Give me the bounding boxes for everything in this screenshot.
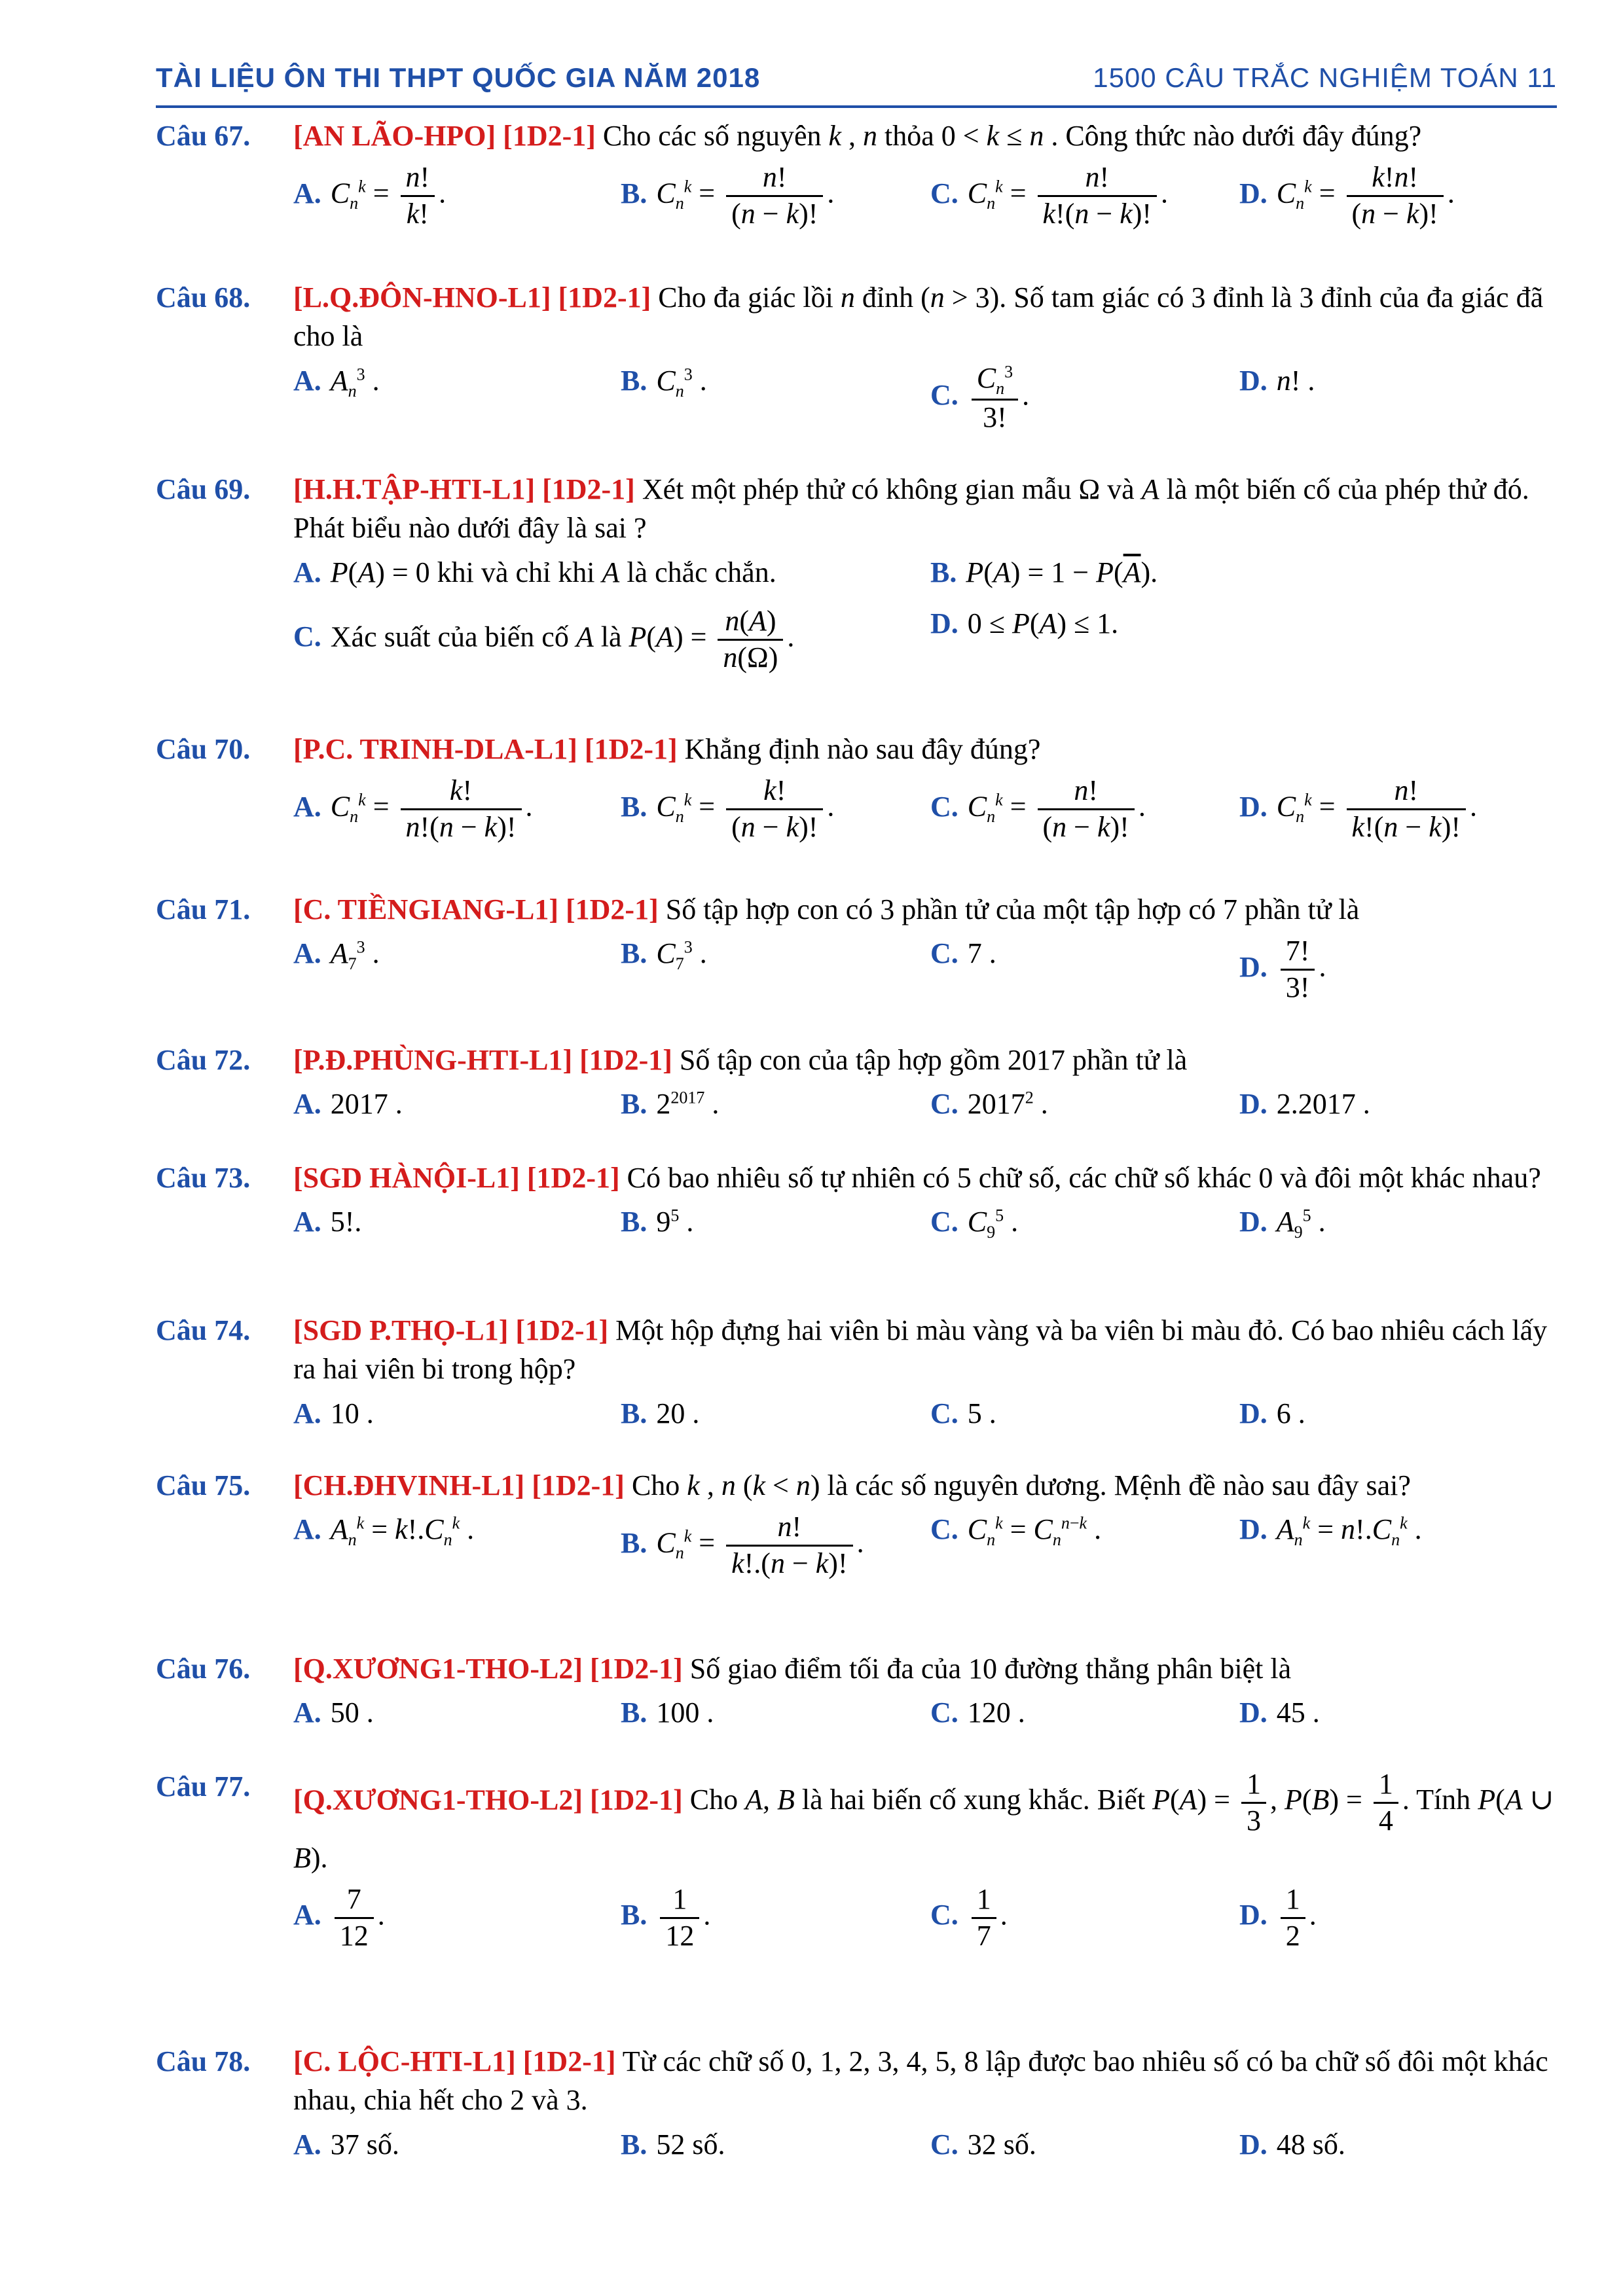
question-source: [P.C. TRINH-DLA-L1] [1D2-1] (293, 733, 678, 765)
option-d[interactable]: D. 48 số. (1239, 2128, 1345, 2161)
option-b[interactable]: B. $C_n^k$ = $\frac{n!}{k!.(n - k)!}$ . (621, 1511, 864, 1580)
question-source: [C. TIỀNGIANG-L1] [1D2-1] (293, 893, 659, 925)
question-text: Số giao điểm tối đa của 10 đường thẳng phân biệt là (689, 1653, 1292, 1685)
answer-options (156, 1510, 1557, 1595)
question-text: Số tập hợp con có 3 phần tử của một tập hợp có 7 phần tử là (665, 893, 1360, 925)
question-number: Câu 74. (156, 1314, 251, 1346)
option-b[interactable]: B. $9^5$ . (621, 1206, 694, 1238)
option-b[interactable]: B. $2^{2017}$ . (621, 1088, 720, 1121)
question-67 (156, 117, 1557, 245)
question-text: Có bao nhiêu số tự nhiên có 5 chữ số, các chữ số khác 0 và đôi một khác nhau? (627, 1162, 1541, 1194)
option-c[interactable]: C. $C_9^5$ . (930, 1206, 1019, 1242)
option-c[interactable]: C. 120 . (930, 1696, 1025, 1729)
question-source: [L.Q.ĐÔN-HNO-L1] [1D2-1] (293, 281, 651, 314)
option-d[interactable]: D. 45 . (1239, 1696, 1320, 1729)
question-text: Xét một phép thử có không gian mẫu Ω và A là một biến cố của phép thử đó. Phát biểu nào dưới đây là sai ? (293, 473, 1529, 545)
option-a[interactable]: A. 5!. (293, 1206, 362, 1238)
question-number: Câu 77. (156, 1770, 251, 1803)
question-number: Câu 70. (156, 733, 251, 765)
question-text: Cho k , n (k < n) là các số nguyên dương. Mệnh đề nào sau đây sai? (631, 1469, 1411, 1501)
header-series: 1500 CÂU TRẮC NGHIỆM TOÁN 11 (1093, 62, 1557, 93)
option-d[interactable]: D. n! . (1239, 364, 1315, 397)
answer-options (156, 774, 1557, 859)
option-a[interactable]: A. 37 số. (293, 2128, 399, 2161)
question-69 (156, 470, 1557, 689)
question-text: Cho A, B là hai biến cố xung khắc. Biết P(A) = $\frac{1}{3}$ , P(B) = $\frac{1}{4}$ . Tính P(A ∪ B). (293, 1768, 1554, 1874)
answer-options (156, 934, 1557, 1019)
question-text: Cho đa giác lồi n đỉnh (n > 3). Số tam giác có 3 đỉnh là 3 đỉnh của đa giác đã cho là (293, 281, 1544, 353)
question-source: [AN LÃO-HPO] [1D2-1] (293, 120, 596, 152)
question-76 (156, 1649, 1557, 1739)
option-c[interactable]: C. $C_n^k = C_n^{n-k}$ . (930, 1513, 1102, 1550)
question-72 (156, 1041, 1557, 1130)
option-a[interactable]: A. P(A) = 0 khi và chỉ khi A là chắc chắn. (293, 556, 776, 588)
question-text: Từ các chữ số 0, 1, 2, 3, 4, 5, 8 lập được bao nhiêu số có ba chữ số đôi một khác nhau, chia hết cho 2 và 3. (293, 2045, 1548, 2117)
question-source: [H.H.TẬP-HTI-L1] [1D2-1] (293, 473, 635, 505)
question-text: Số tập con của tập hợp gồm 2017 phần tử là (679, 1044, 1188, 1076)
option-a[interactable]: A. $A_7^3$ . (293, 937, 380, 974)
question-source: [SGD HÀNỘI-L1] [1D2-1] (293, 1162, 620, 1194)
answer-options (156, 361, 1557, 446)
option-b[interactable]: B. $C_n^k$ = $\frac{k!}{(n - k)!}$ . (621, 774, 835, 844)
answer-options (156, 1202, 1557, 1248)
question-75 (156, 1466, 1557, 1595)
option-a[interactable]: A. $C_n^k$ = $\frac{n!}{k!}$ . (293, 161, 447, 230)
option-a[interactable]: A. 2017 . (293, 1088, 403, 1121)
option-c[interactable]: C. $C_n^k$ = $\frac{n!}{(n - k)!}$ . (930, 774, 1146, 844)
question-number: Câu 72. (156, 1044, 251, 1076)
question-77 (156, 1767, 1557, 1967)
option-b[interactable]: B. $P(A) = 1 - P(\overline{A})$. (930, 556, 1158, 588)
question-source: [P.Đ.PHÙNG-HTI-L1] [1D2-1] (293, 1044, 672, 1076)
question-number: Câu 78. (156, 2045, 251, 2077)
option-b[interactable]: B. 100 . (621, 1696, 714, 1729)
option-b[interactable]: B. 20 . (621, 1397, 700, 1429)
answer-options (156, 160, 1557, 245)
answer-options-row2 (156, 604, 1557, 689)
option-c[interactable]: C. 2017$^2$ . (930, 1088, 1048, 1121)
option-c[interactable]: C. $\frac{C_n^3}{3!}$ . (930, 361, 1030, 433)
option-c[interactable]: C. 32 số. (930, 2128, 1036, 2161)
question-text: Khẳng định nào sau đây đúng? (684, 733, 1041, 765)
question-number: Câu 69. (156, 473, 251, 505)
question-number: Câu 75. (156, 1469, 251, 1501)
option-a[interactable]: A. $A_n^3$ . (293, 364, 380, 401)
answer-options (156, 1085, 1557, 1130)
option-d[interactable]: D. $C_n^k$ = $\frac{n!}{k!(n - k)!}$ . (1239, 774, 1478, 844)
option-d[interactable]: D. $\frac{1}{2}$ . (1239, 1882, 1317, 1952)
question-70 (156, 730, 1557, 859)
question-number: Câu 71. (156, 893, 251, 925)
option-d[interactable]: D. $\frac{7!}{3!}$ . (1239, 935, 1326, 1004)
option-a[interactable]: A. $A_n^k = k!.C_n^k$ . (293, 1513, 475, 1550)
question-78 (156, 2042, 1557, 2171)
option-b[interactable]: B. $C_n^3$ . (621, 364, 707, 401)
question-source: [Q.XƯƠNG1-THO-L2] [1D2-1] (293, 1784, 683, 1816)
option-c[interactable]: C. $C_n^k$ = $\frac{n!}{k!(n - k)!}$ . (930, 161, 1169, 230)
answer-options (156, 1882, 1557, 1967)
header-divider (156, 105, 1557, 108)
option-d[interactable]: D. 2.2017 . (1239, 1088, 1370, 1121)
question-text: Một hộp đựng hai viên bi màu vàng và ba viên bi màu đỏ. Có bao nhiêu cách lấy ra hai viên bi trong hộp? (293, 1314, 1548, 1386)
page-header (156, 62, 1557, 115)
question-number: Câu 67. (156, 120, 251, 152)
option-d[interactable]: D. 6 . (1239, 1397, 1305, 1429)
option-d[interactable]: D. 0 ≤ P(A) ≤ 1. (930, 607, 1119, 639)
answer-options (156, 553, 1557, 599)
option-a[interactable]: A. $\frac{7}{12}$ . (293, 1882, 385, 1952)
option-b[interactable]: B. $\frac{1}{12}$ . (621, 1882, 711, 1952)
answer-options (156, 1394, 1557, 1440)
question-source: [CH.ĐHVINH-L1] [1D2-1] (293, 1469, 625, 1501)
option-d[interactable]: D. $A_n^k = n!.C_n^k$ . (1239, 1513, 1422, 1550)
question-source: [C. LỘC-HTI-L1] [1D2-1] (293, 2045, 616, 2077)
option-a[interactable]: A. 50 . (293, 1696, 374, 1729)
option-b[interactable]: B. $C_n^k$ = $\frac{n!}{(n - k)!}$ . (621, 161, 835, 230)
answer-options (156, 1693, 1557, 1739)
option-b[interactable]: B. $C_7^3$ . (621, 937, 707, 974)
option-c[interactable]: C. 7 . (930, 937, 996, 970)
option-d[interactable]: D. $A_9^5$ . (1239, 1206, 1326, 1242)
question-source: [Q.XƯƠNG1-THO-L2] [1D2-1] (293, 1653, 683, 1685)
answer-options (156, 2125, 1557, 2171)
header-title: TÀI LIỆU ÔN THI THPT QUỐC GIA NĂM 2018 (156, 62, 761, 93)
option-c[interactable]: C. Xác suất của biến cố A là P(A) = $\frac{n(A)}{n(\Omega)}$ . (293, 604, 795, 673)
question-source: [SGD P.THỌ-L1] [1D2-1] (293, 1314, 609, 1346)
option-d[interactable]: D. $C_n^k$ = $\frac{k!n!}{(n - k)!}$ . (1239, 161, 1455, 230)
question-68 (156, 278, 1557, 446)
option-a[interactable]: A. 10 . (293, 1397, 374, 1429)
option-c[interactable]: C. $\frac{1}{7}$ . (930, 1882, 1008, 1952)
option-b[interactable]: B. 52 số. (621, 2128, 725, 2161)
question-number: Câu 68. (156, 281, 251, 314)
question-number: Câu 73. (156, 1162, 251, 1194)
question-number: Câu 76. (156, 1653, 251, 1685)
question-text: Cho các số nguyên k , n thỏa 0 < k ≤ n . Công thức nào dưới đây đúng? (602, 120, 1422, 152)
option-c[interactable]: C. 5 . (930, 1397, 996, 1429)
question-74 (156, 1311, 1557, 1440)
question-73 (156, 1158, 1557, 1248)
option-a[interactable]: A. $C_n^k$ = $\frac{k!}{n!(n - k)!}$ . (293, 774, 533, 844)
question-71 (156, 890, 1557, 1019)
